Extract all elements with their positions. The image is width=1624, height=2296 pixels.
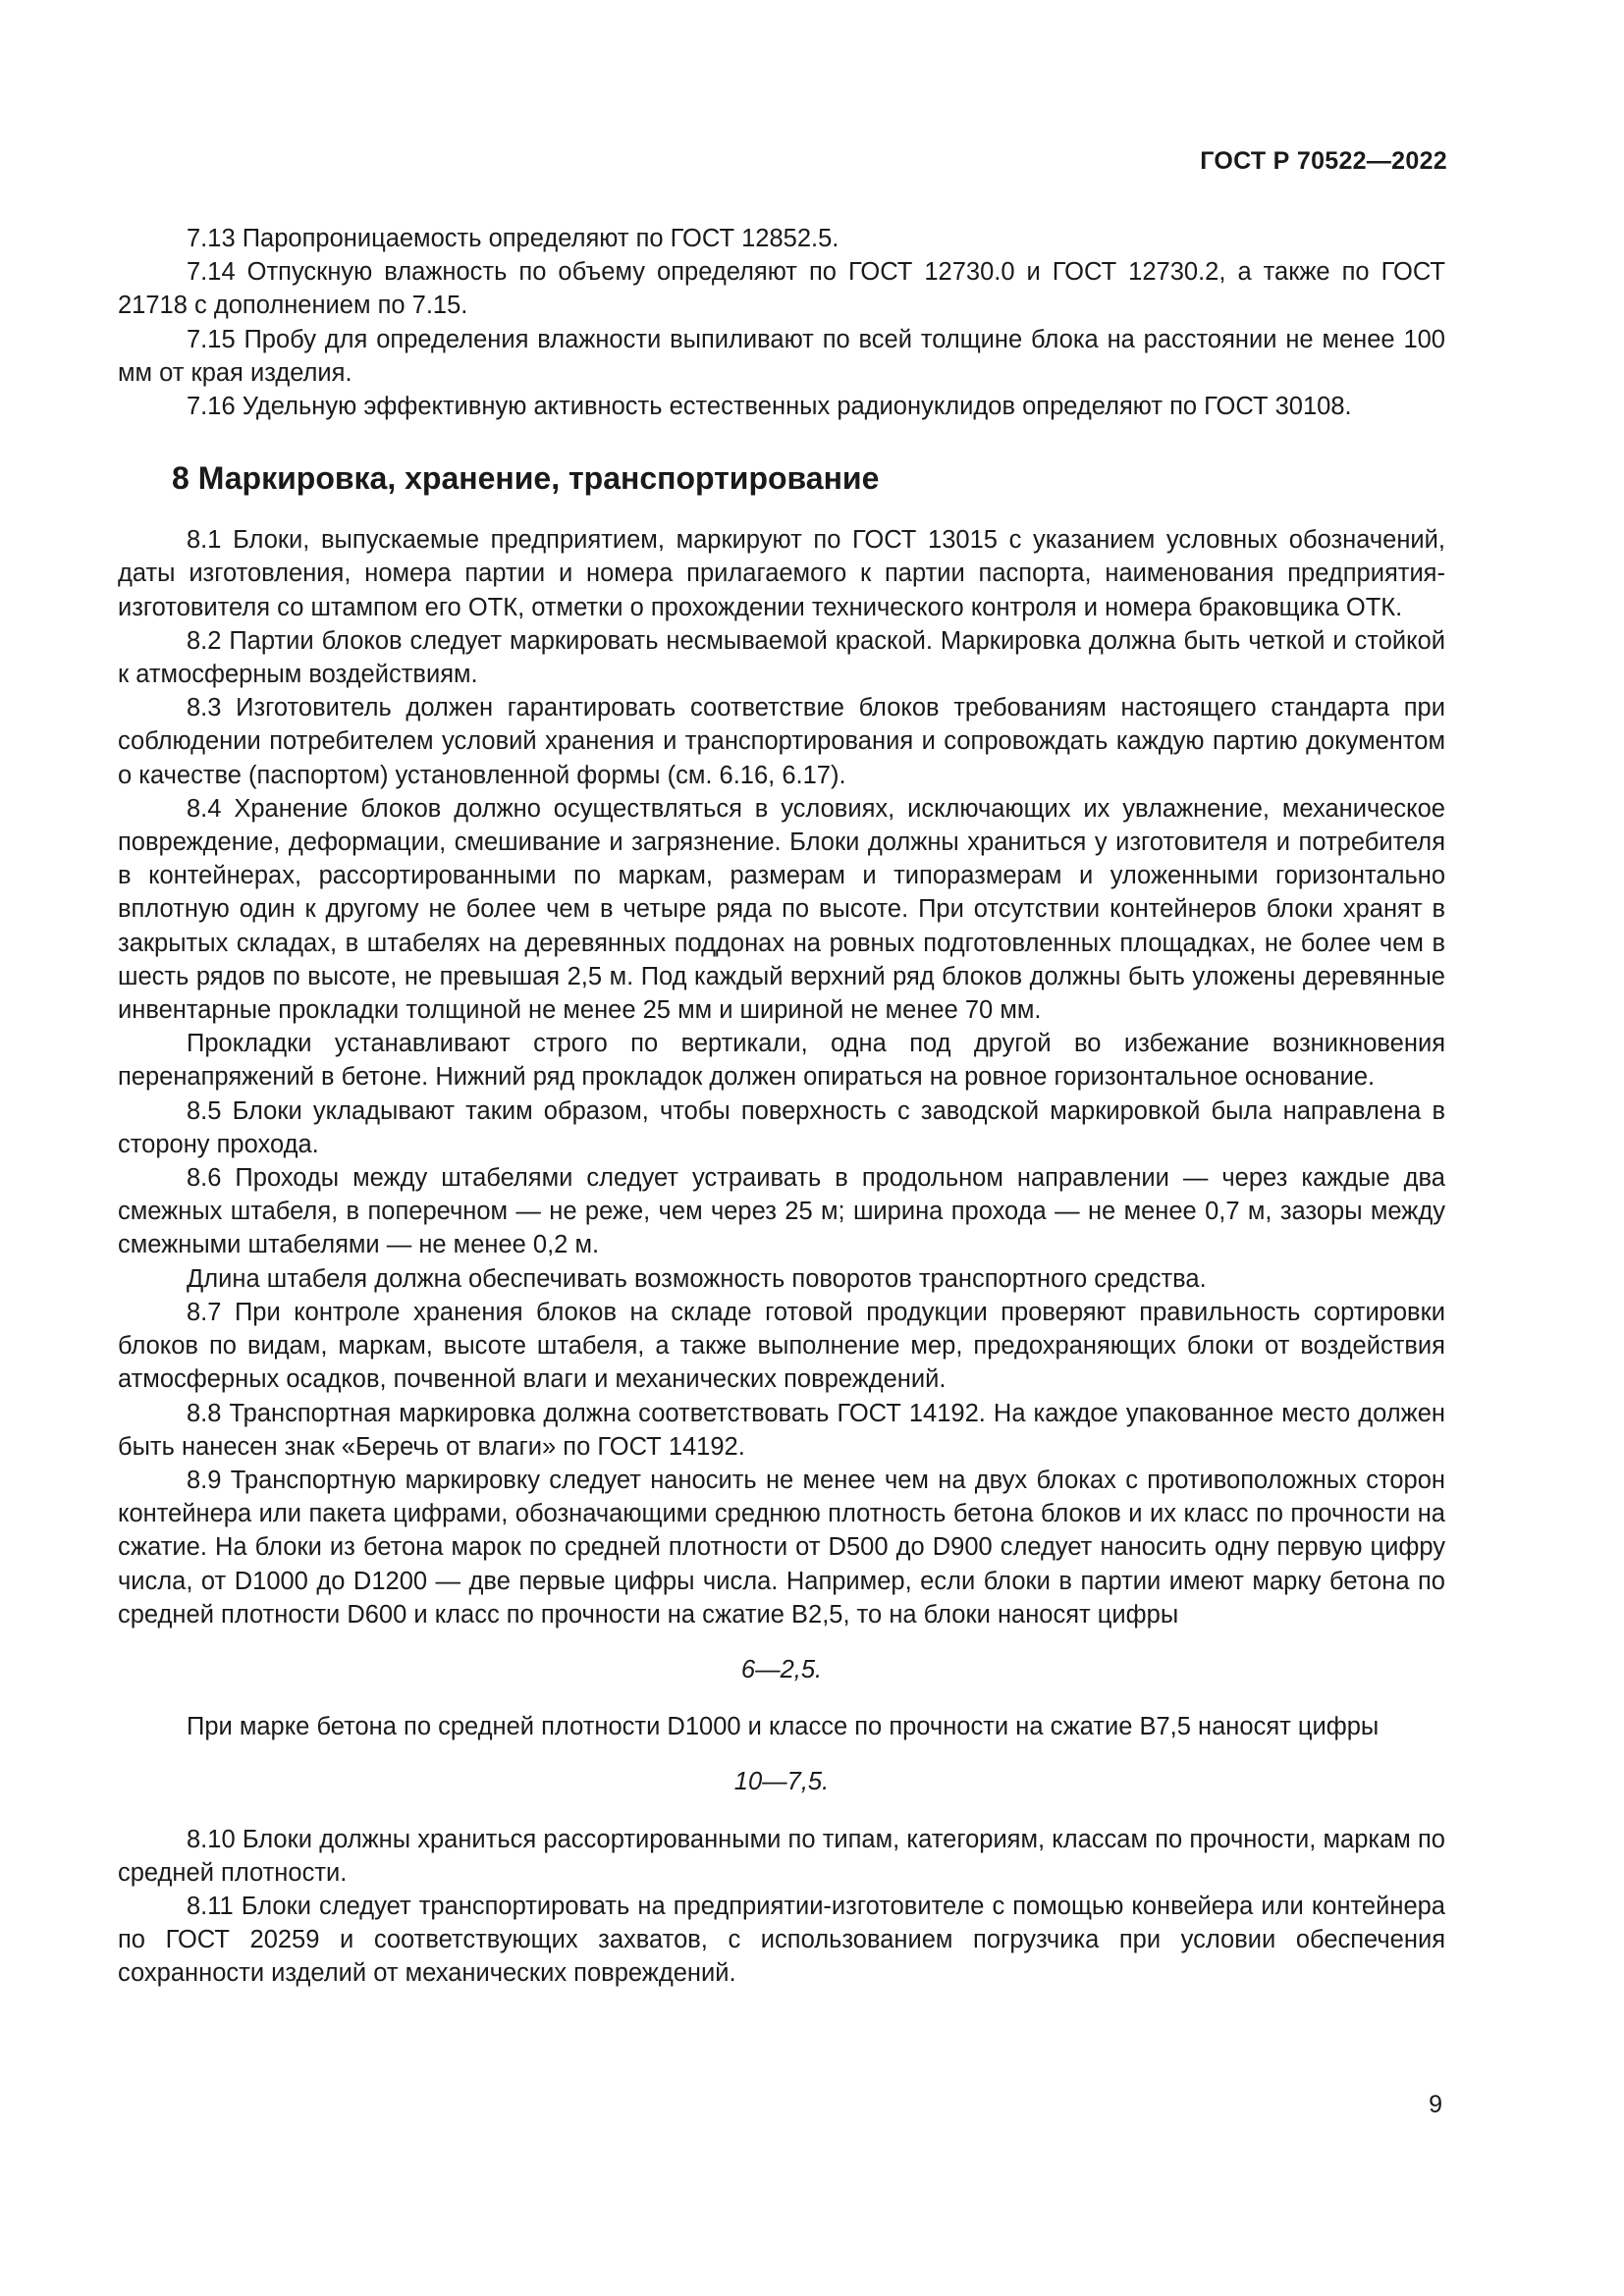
section-8-heading: 8 Маркировка, хранение, транспортирование <box>172 460 880 497</box>
paragraph-7-15: 7.15 Пробу для определения влажности выпиливают по всей толщине блока на расстоянии не менее 100 мм от края изделия. <box>118 325 1445 387</box>
document-header: ГОСТ Р 70522—2022 <box>1200 147 1447 175</box>
paragraph-8-10: 8.10 Блоки должны храниться рассортированными по типам, категориям, классам по прочности, маркам по средней плотности. <box>118 1825 1445 1887</box>
paragraph-8-3: 8.3 Изготовитель должен гарантировать соответствие блоков требованиям настоящего стандарта при соблюдении потребителем условий хранения и транспортирования и сопровождать каждую партию документом о качестве (паспортом) установленной формы (см. 6.16, 6.17). <box>118 694 1445 789</box>
paragraph-8-1: 8.1 Блоки, выпускаемые предприятием, маркируют по ГОСТ 13015 с указанием условных обозначений, даты изготовления, номера партии и номера прилагаемого к партии паспорта, наименования предприятия-изготовителя со штампом его ОТК, отметки о прохождении технического контроля и номера браковщика ОТК. <box>118 526 1445 621</box>
paragraph-7-13: 7.13 Паропроницаемость определяют по ГОСТ 12852.5. <box>187 225 839 252</box>
paragraph-8-4: 8.4 Хранение блоков должно осуществляться в условиях, исключающих их увлажнение, механическое повреждение, деформации, смешивание и загрязнение. Блоки должны храниться у изготовителя и потребителя в контейнерах, рассортированными по маркам, размерам и типоразмерам и уложенными горизонтально вплотную один к другому не более чем в четыре ряда по высоте. При отсутствии контейнеров блоки хранят в закрытых складах, в штабелях на деревянных поддонах на ровных подготовленных площадках, не более чем в шесть рядов по высоте, не превышая 2,5 м. Под каждый верхний ряд блоков должны быть уложены деревянные инвентарные прокладки толщиной не менее 25 мм и шириной не менее 70 мм. <box>118 794 1445 1025</box>
paragraph-8-5: 8.5 Блоки укладывают таким образом, чтобы поверхность с заводской маркировкой была направлена в сторону прохода. <box>118 1096 1445 1158</box>
document-body <box>118 222 1445 1991</box>
paragraph-8-4-continued: Прокладки устанавливают строго по вертикали, одна под другой во избежание возникновения перенапряжений в бетоне. Нижний ряд прокладок должен опираться на ровное горизонтальное основание. <box>118 1030 1445 1092</box>
paragraph-8-11: 8.11 Блоки следует транспортировать на предприятии-изготовителе с помощью конвейера или контейнера по ГОСТ 20259 и соответствующих захватов, с использованием погрузчика при условии обеспечения сохранности изделий от механических повреждений. <box>118 1892 1445 1988</box>
page-number: 9 <box>1429 2091 1442 2118</box>
paragraph-8-6-continued: Длина штабеля должна обеспечивать возможность поворотов транспортного средства. <box>187 1264 1207 1293</box>
paragraph-8-7: 8.7 При контроле хранения блоков на складе готовой продукции проверяют правильность сортировки блоков по видам, маркам, высоте штабеля, а также выполнение мер, предохраняющих блоки от воздействия атмосферных осадков, почвенной влаги и механических повреждений. <box>118 1298 1445 1394</box>
paragraph-7-16: 7.16 Удельную эффективную активность естественных радионуклидов определяют по ГОСТ 30108. <box>187 393 1352 421</box>
paragraph-8-6: 8.6 Проходы между штабелями следует устраивать в продольном направлении — через каждые два смежных штабеля, в поперечном — не реже, чем через 25 м; ширина прохода — не менее 0,7 м, зазоры между смежными штабелями — не менее 0,2 м. <box>118 1164 1445 1259</box>
paragraph-8-8: 8.8 Транспортная маркировка должна соответствовать ГОСТ 14192. На каждое упакованное место должен быть нанесен знак «Беречь от влаги» по ГОСТ 14192. <box>118 1399 1445 1461</box>
marking-formula-1: 6—2,5. <box>740 1655 823 1683</box>
paragraph-8-9: 8.9 Транспортную маркировку следует наносить не менее чем на двух блоках с противоположных сторон контейнера или пакета цифрами, обозначающими среднюю плотность бетона блоков и их класс по прочности на сжатие. На блоки из бетона марок по средней плотности от D500 до D900 следует наносить одну первую цифру числа, от D1000 до D1200 — две первые цифры числа. Например, если блоки в партии имеют марку бетона по средней плотности D600 и класс по прочности на сжатие B2,5, то на блоки наносят цифры <box>118 1466 1445 1629</box>
paragraph-8-2: 8.2 Партии блоков следует маркировать несмываемой краской. Маркировка должна быть четкой и стойкой к атмосферным воздействиям. <box>118 626 1445 689</box>
paragraph-7-14: 7.14 Отпускную влажность по объему определяют по ГОСТ 12730.0 и ГОСТ 12730.2, а также по ГОСТ 21718 с дополнением по 7.15. <box>118 258 1445 320</box>
paragraph-8-9-continued: При марке бетона по средней плотности D1000 и классе по прочности на сжатие B7,5 наносят цифры <box>187 1713 1380 1741</box>
marking-formula-2: 10—7,5. <box>733 1768 830 1796</box>
